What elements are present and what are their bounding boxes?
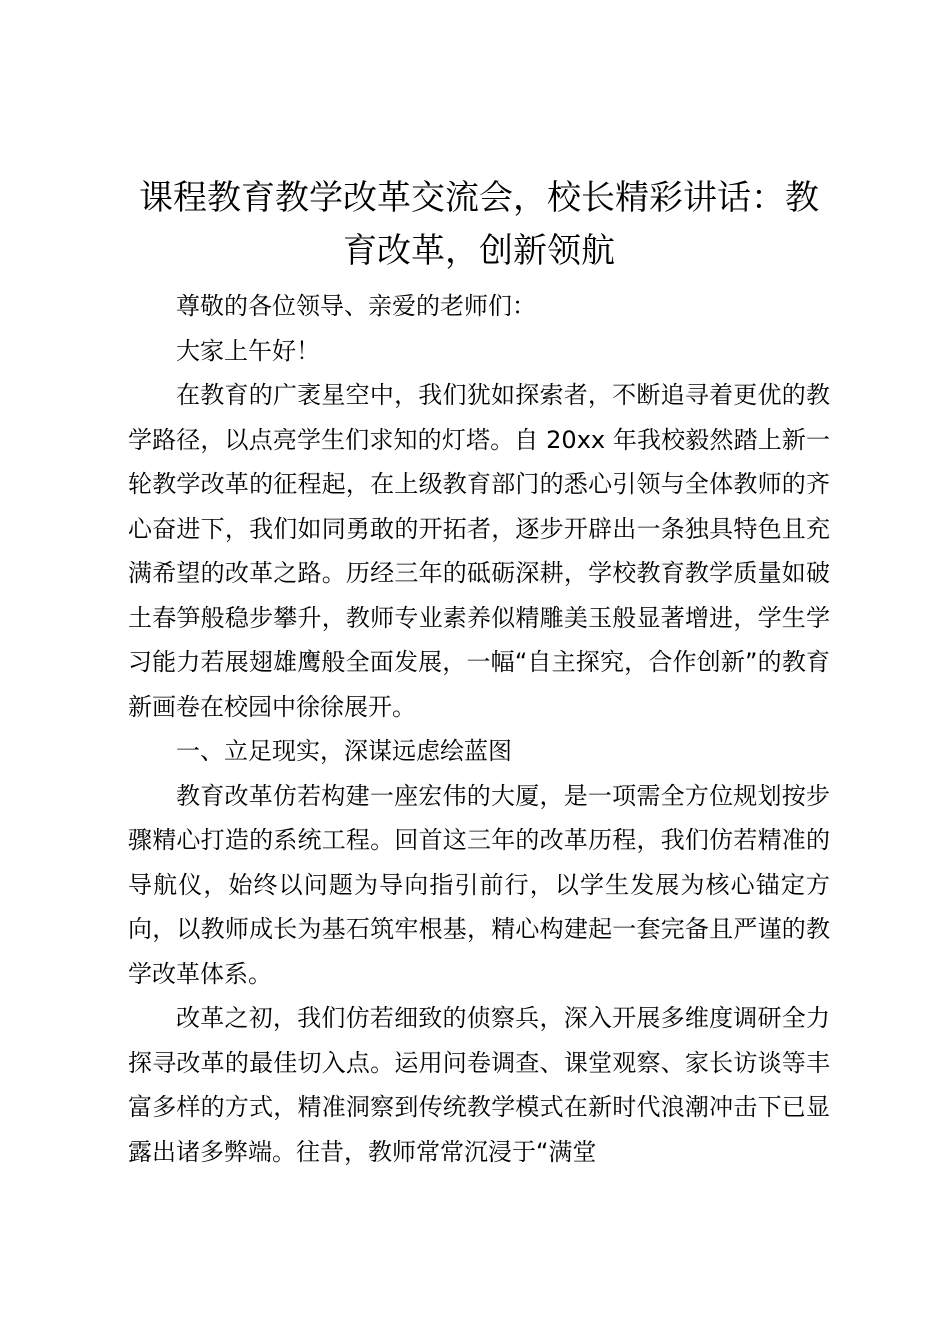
document-page [128,172,830,1174]
section-heading: 一、立足现实，深谋远虑绘蓝图 [176,737,512,765]
document-title: 课程教育教学改革交流会，校长精彩讲话：教育改革，创新领航 [139,178,819,271]
body-paragraph: 教育改革仿若构建一座宏伟的大厦，是一项需全方位规划按步骤精心打造的系统工程。回首这三年的改革历程，我们仿若精准的导航仪，始终以问题为导向指引前行，以学生发展为核心锚定方向，以教师成长为基石筑牢根基，精心构建起一套完备且严谨的教学改革体系。 [128,781,830,988]
salutation-paragraph: 尊敬的各位领导、亲爱的老师们： [176,292,536,320]
greeting-paragraph: 大家上午好！ [176,336,320,365]
intro-paragraph: 在教育的广袤星空中，我们犹如探索者，不断追寻着更优的教学路径，以点亮学生们求知的灯塔。自 20xx 年我校毅然踏上新一轮教学改革的征程起，在上级教育部门的悉心引领与全体教师的齐心奋进下，我们如同勇敢的开拓者，逐步开辟出一条独具特色且充满希望的改革之路。历经三年的砥砺深耕，学校教育教学质量如破土春笋般稳步攀升，教师专业素养似精雕美玉般显著增进，学生学习能力若展翅雄鹰般全面发展，一幅“自主探究，合作创新”的教育新画卷在校园中徐徐展开。 [128,381,830,721]
body-paragraph: 改革之初，我们仿若细致的侦察兵，深入开展多维度调研全力探寻改革的最佳切入点。运用问卷调查、课堂观察、家长访谈等丰富多样的方式，精准洞察到传统教学模式在新时代浪潮冲击下已显露出诸多弊端。往昔，教师常常沉浸于“满堂 [128,1004,830,1166]
